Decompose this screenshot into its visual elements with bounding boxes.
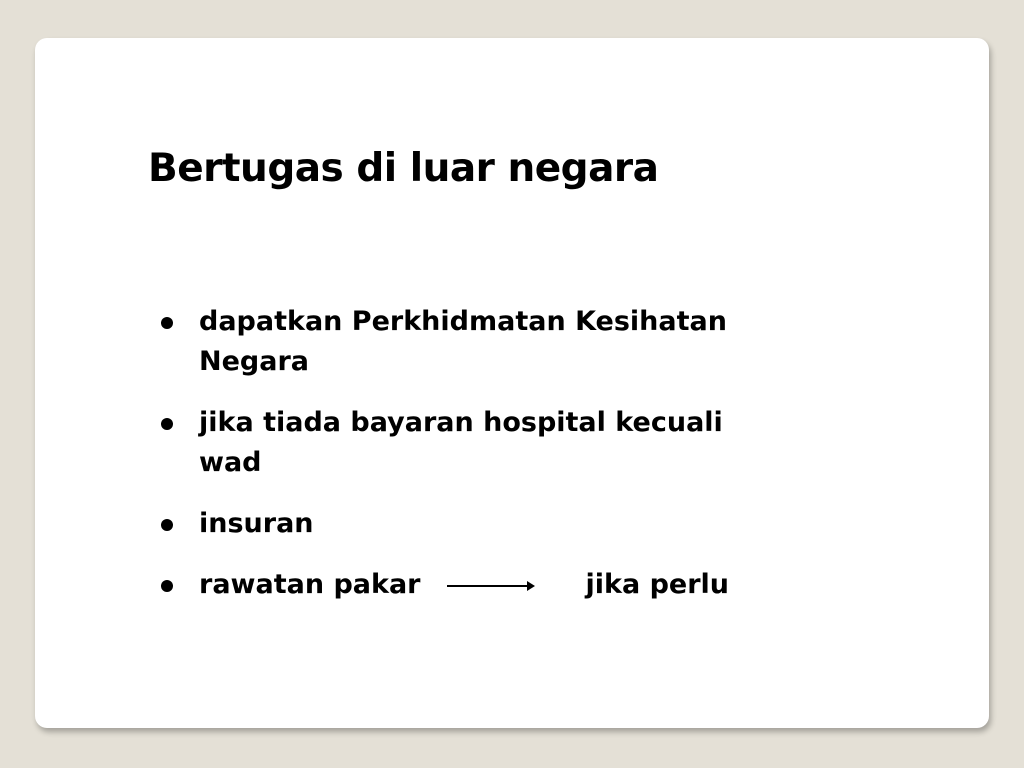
- list-item: [153, 302, 793, 382]
- bullet-text-right: jika perlu: [585, 569, 730, 600]
- bullet-dot-icon: [161, 580, 173, 592]
- slide-title: Bertugas di luar negara: [148, 146, 659, 191]
- bullet-text-left: rawatan pakar: [199, 569, 421, 600]
- bullet-dot-icon: [161, 317, 173, 329]
- list-item: [153, 565, 793, 605]
- bullet-list: [153, 302, 793, 626]
- bullet-text: jika tiada bayaran hospital kecuali wad: [199, 407, 723, 478]
- bullet-row-with-arrow: [199, 565, 793, 605]
- bullet-text: insuran: [199, 508, 314, 539]
- list-item: [153, 403, 793, 483]
- slide-canvas: [35, 38, 989, 728]
- list-item: [153, 504, 793, 544]
- bullet-text: dapatkan Perkhidmatan Kesihatan Negara: [199, 306, 727, 377]
- bullet-dot-icon: [161, 418, 173, 430]
- arrow-right-icon: [447, 585, 533, 587]
- bullet-dot-icon: [161, 519, 173, 531]
